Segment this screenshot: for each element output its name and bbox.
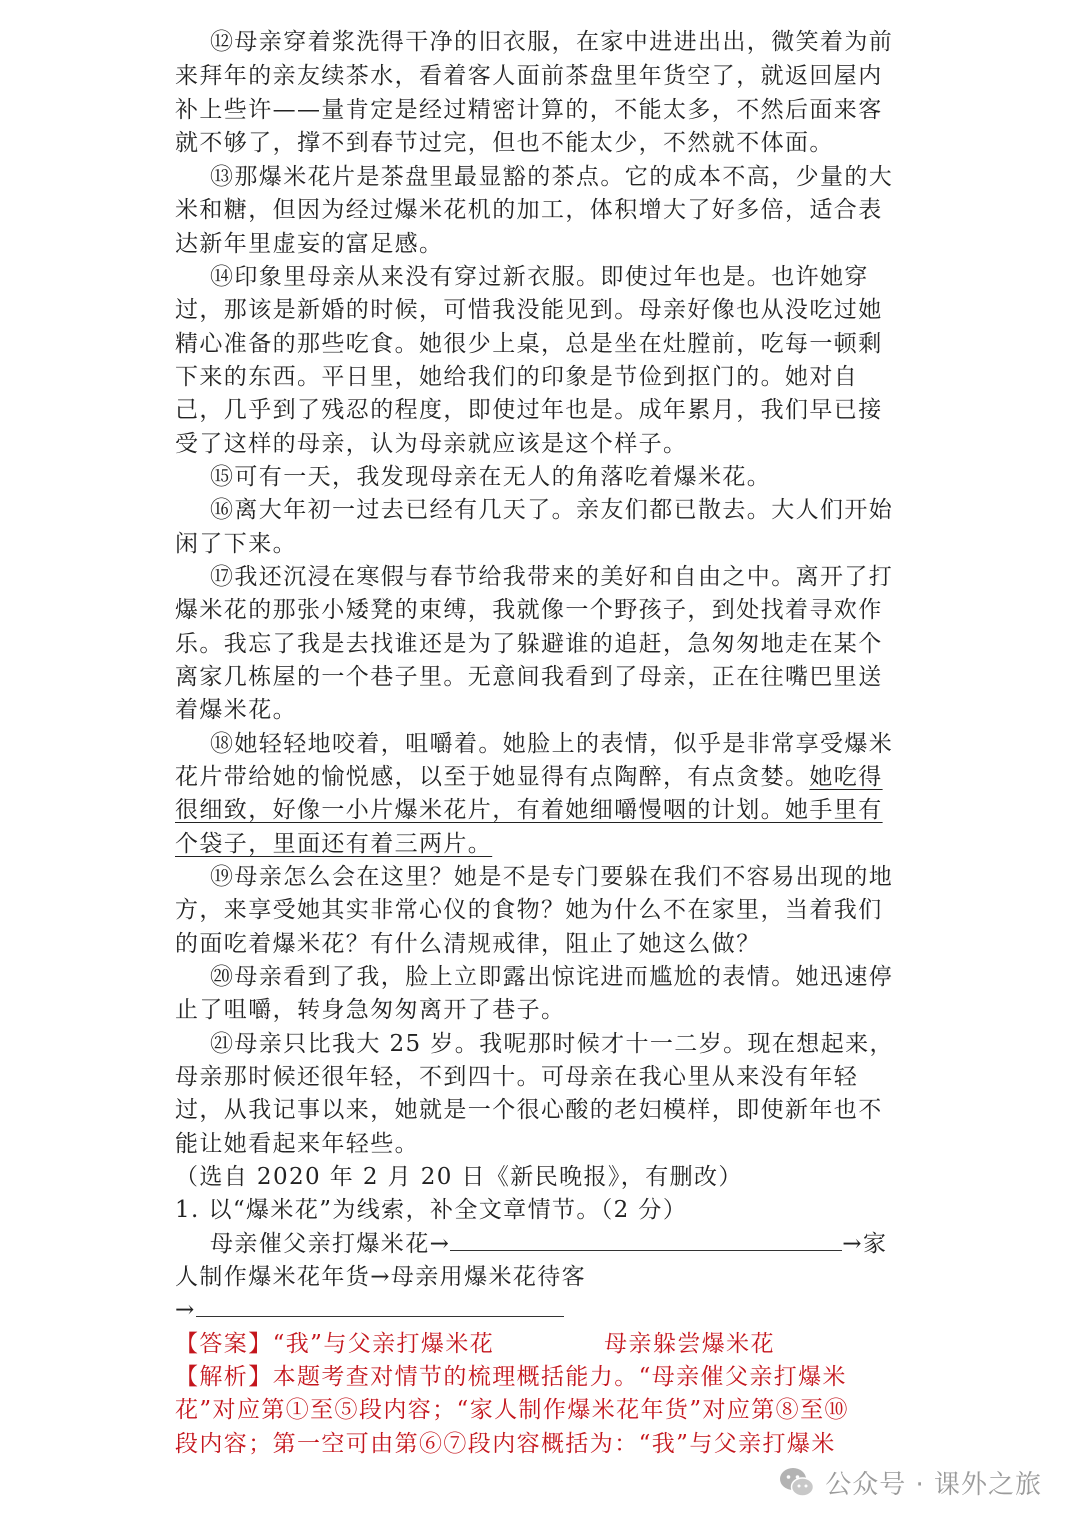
answer-2: 母亲躲尝爆米花 xyxy=(604,1331,775,1357)
paragraph-19-line-3: 的面吃着爆米花？有什么清规戒律，阻止了她这么做？ xyxy=(175,931,761,957)
paragraph-16-line-1: ⑯离大年初一过去已经有几天了。亲友们都已散去。大人们开始 xyxy=(210,497,894,523)
underlined-sentence-middle: 很细致，好像一小片爆米花片，有着她细嚼慢咽的计划。她手里有 xyxy=(175,797,883,823)
paragraph-17-line-2: 爆米花的那张小矮凳的束缚，我就像一个野孩子，到处找着寻欢作 xyxy=(175,597,883,623)
analysis-line-2: 花”对应第①至⑤段内容；“家人制作爆米花年货”对应第⑧至⑩ xyxy=(175,1397,849,1423)
paragraph-14-line-3: 精心准备的那些吃食。她很少上桌，总是坐在灶膛前，吃每一顿剩 xyxy=(175,331,883,357)
source-note: （选自 2020 年 2 月 20 日《新民晚报》，有删改） xyxy=(175,1164,743,1190)
paragraph-13-line-1: ⑬那爆米花片是茶盘里最显豁的茶点。它的成本不高，少量的大 xyxy=(210,164,894,190)
paragraph-21-line-3: 过，从我记事以来，她就是一个很心酸的老妇模样，即使新年也不 xyxy=(175,1097,883,1123)
paragraph-21-line-2: 母亲那时候还很年轻，不到四十。可母亲在我心里从来没有年轻 xyxy=(175,1064,859,1090)
paragraph-15-line-1: ⑮可有一天，我发现母亲在无人的角落吃着爆米花。 xyxy=(210,464,772,490)
paragraph-14-line-2: 过，那该是新婚的时候，可惜我没能见到。母亲好像也从没吃过她 xyxy=(175,297,883,323)
paragraph-12-line-1: ⑫母亲穿着浆洗得干净的旧衣服，在家中进进出出，微笑着为前 xyxy=(210,29,894,55)
underlined-sentence-start: 她吃得 xyxy=(809,764,883,790)
paragraph-18-line-2-plain: 花片带给她的愉悦感，以至于她显得有点陶醉，有点贪婪。 xyxy=(175,764,810,790)
answer-line xyxy=(175,1327,900,1361)
answer-1: “我”与父亲打爆米花 xyxy=(272,1331,495,1357)
paragraph-14-line-1: ⑭印象里母亲从来没有穿过新衣服。即使过年也是。也许她穿 xyxy=(210,264,869,290)
question-1-flow-line-2: 人制作爆米花年货→母亲用爆米花待客 xyxy=(175,1264,587,1290)
analysis-line-3: 段内容；第一空可由第⑥⑦段内容概括为：“我”与父亲打爆米 xyxy=(175,1431,836,1457)
question-1-flow-line-3 xyxy=(175,1293,900,1327)
paragraph-13-line-2: 米和糖，但因为经过爆米花机的加工，体积增大了好多倍，适合表 xyxy=(175,197,883,223)
flow-line-3-arrow: → xyxy=(175,1297,196,1323)
question-1-title: 1. 以“爆米花”为线索，补全文章情节。（2 分） xyxy=(175,1197,688,1223)
answer-label: 【答案】 xyxy=(175,1331,273,1357)
paragraph-17-line-4: 离家几栋屋的一个巷子里。无意间我看到了母亲，正在往嘴巴里送 xyxy=(175,664,883,690)
paragraph-17-line-1: ⑰我还沉浸在寒假与春节给我带来的美好和自由之中。离开了打 xyxy=(210,564,894,590)
flow-start: 母亲催父亲打爆米花→ xyxy=(210,1231,451,1257)
wechat-icon xyxy=(777,1462,817,1502)
paragraph-18-line-2 xyxy=(175,760,900,794)
paragraph-14-line-5: 己，几乎到了残忍的程度，即使过年也是。成年累月，我们早已接 xyxy=(175,397,883,423)
underlined-sentence-end: 个袋子，里面还有着三两片。 xyxy=(175,831,493,857)
flow-mid-end: →家 xyxy=(842,1231,888,1257)
paragraph-12-line-3: 补上些许——量肯定是经过精密计算的，不能太多，不然后面来客 xyxy=(175,97,883,123)
paragraph-20-line-2: 止了咀嚼，转身急匆匆离开了巷子。 xyxy=(175,997,566,1023)
paragraph-21-line-4: 能让她看起来年轻些。 xyxy=(175,1131,419,1157)
paragraph-17-line-5: 着爆米花。 xyxy=(175,697,297,723)
watermark xyxy=(777,1462,1042,1502)
paragraph-18-line-1: ⑱她轻轻地咬着，咀嚼着。她脸上的表情，似乎是非常享受爆米 xyxy=(210,731,894,757)
paragraph-16-line-2: 闲了下来。 xyxy=(175,531,297,557)
paragraph-12-line-2: 来拜年的亲友续茶水，看着客人面前茶盘里年货空了，就返回屋内 xyxy=(175,63,883,89)
paragraph-14-line-4: 下来的东西。平日里，她给我们的印象是节俭到抠门的。她对自 xyxy=(175,364,859,390)
answer-blank-2 xyxy=(196,1294,564,1317)
answer-blank-1 xyxy=(450,1228,842,1251)
watermark-text: 公众号 · 课外之旅 xyxy=(825,1469,1042,1500)
paragraph-18-line-3 xyxy=(175,793,900,827)
question-1-flow-line-1 xyxy=(210,1227,900,1261)
paragraph-18-line-4 xyxy=(175,827,900,861)
analysis-line-1: 【解析】本题考查对情节的梳理概括能力。“母亲催父亲打爆米 xyxy=(175,1364,847,1390)
paragraph-21-line-1: ㉑母亲只比我大 25 岁。我呢那时候才十一二岁。现在想起来， xyxy=(210,1031,894,1057)
paragraph-13-line-3: 达新年里虚妄的富足感。 xyxy=(175,231,444,257)
paragraph-19-line-2: 方，来享受她其实非常心仪的食物？她为什么不在家里，当着我们 xyxy=(175,897,883,923)
paragraph-19-line-1: ⑲母亲怎么会在这里？她是不是专门要躲在我们不容易出现的地 xyxy=(210,864,894,890)
paragraph-17-line-3: 乐。我忘了我是去找谁还是为了躲避谁的追赶，急匆匆地走在某个 xyxy=(175,631,883,657)
paragraph-20-line-1: ⑳母亲看到了我，脸上立即露出惊诧进而尴尬的表情。她迅速停 xyxy=(210,964,894,990)
paragraph-14-line-6: 受了这样的母亲，认为母亲就应该是这个样子。 xyxy=(175,431,688,457)
paragraph-12-line-4: 就不够了，撑不到春节过完，但也不能太少，不然就不体面。 xyxy=(175,130,834,156)
